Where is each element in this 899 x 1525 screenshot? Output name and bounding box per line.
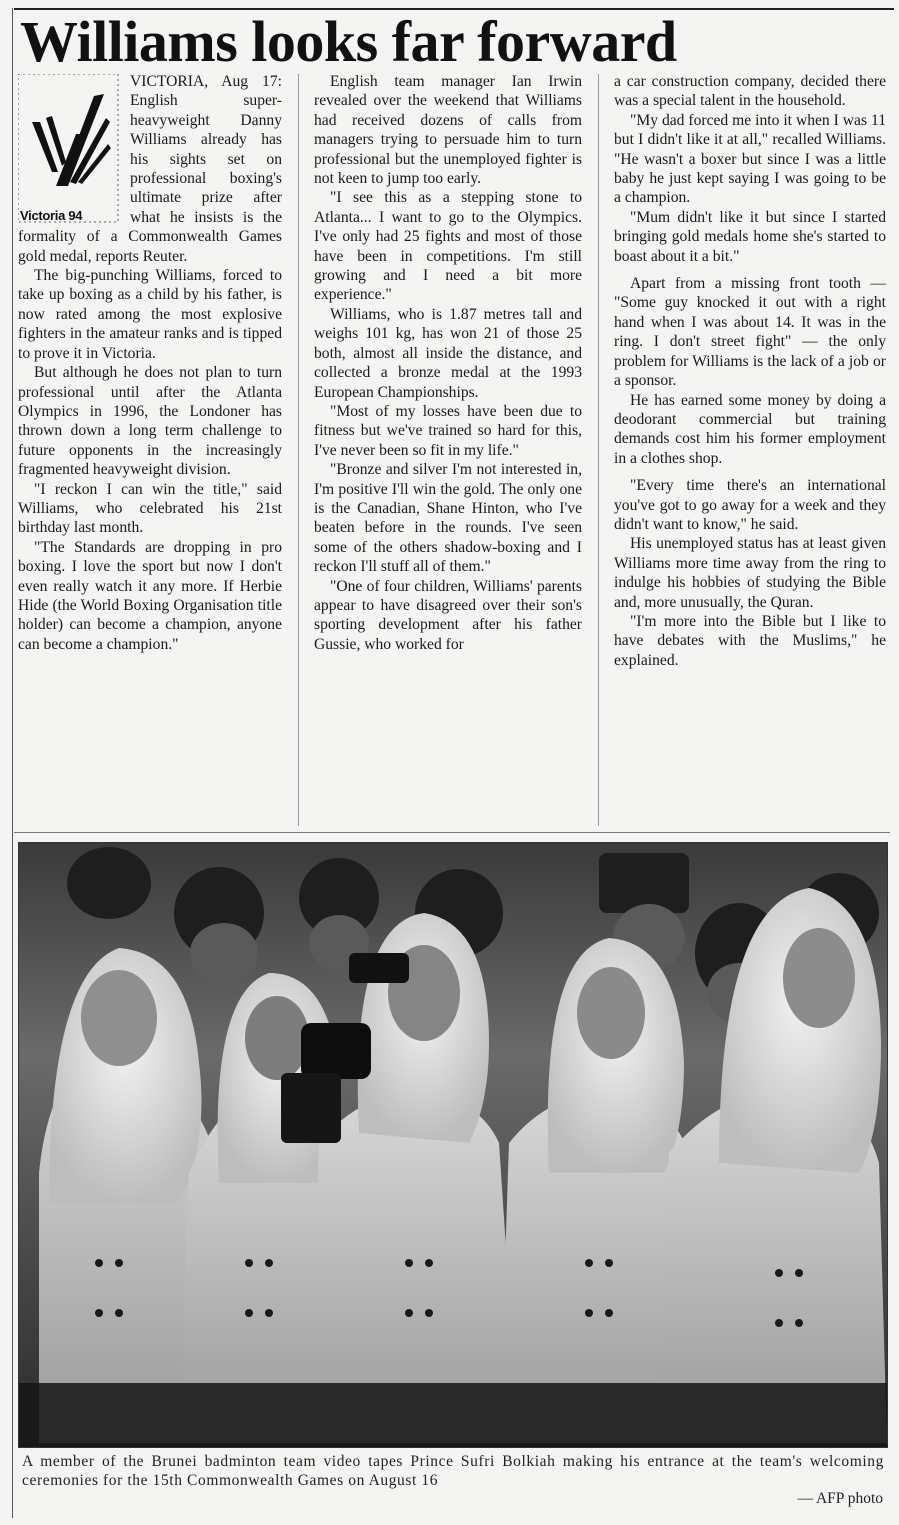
paragraph: "My dad forced me into it when I was 11 but I didn't like it at all," recalled Williams. "He wasn't a boxer but since I was a little baby he just kept saying I was going to be a champion. bbox=[614, 111, 886, 207]
paragraph: He has earned some money by doing a deodorant commercial but training demands cost him his former employment in a clothes shop. bbox=[614, 391, 886, 467]
paragraph: Williams, who is 1.87 metres tall and weighs 101 kg, has won 21 of those 25 both, almost all inside the distance, and collected a bronze medal at the 1993 European Championships. bbox=[314, 305, 582, 401]
column-divider bbox=[298, 74, 299, 826]
paragraph: The big-punching Williams, forced to take up boxing as a child by his father, is now rated among the most explosive fighters in the amateur ranks and is tipped to prove it in Victoria. bbox=[18, 267, 282, 362]
paragraph: Apart from a missing front tooth — "Some guy knocked it out with a right hand when I was about 14. It was in the ring. I don't street fight" — the only problem for Williams is the lack of a job or a sponsor. bbox=[614, 275, 886, 390]
article-column-2 bbox=[314, 72, 582, 654]
news-photo bbox=[18, 842, 888, 1448]
article-column-1 bbox=[18, 72, 282, 654]
paragraph: "Bronze and silver I'm not interested in, I'm positive I'll win the gold. The only one is the Canadian, Shane Hinton, who I've beaten before in the rounds. I've seen some of the others shadow-boxing and I reckon I'll stuff all of them." bbox=[314, 461, 582, 576]
paragraph: English team manager Ian Irwin revealed over the weekend that Williams had received dozens of calls from managers trying to persuade him to turn professional but the unemployed fighter is not keen to jump too early. bbox=[314, 73, 582, 188]
paragraph: "I reckon I can win the title," said Williams, who celebrated his 21st birthday last month. bbox=[18, 480, 282, 537]
paragraph: "Most of my losses have been due to fitness but we've trained so hard for this, I've never been so fit in my life." bbox=[314, 402, 582, 459]
dateline: VICTORIA, Aug 17: bbox=[130, 73, 282, 90]
paragraph: "I see this as a stepping stone to Atlanta... I want to go to the Olympics. I've only had 25 fights and most of those have been in competitions. I'm still growing and I need a bit more experience." bbox=[314, 189, 582, 304]
paragraph: But although he does not plan to turn professional until after the Atlanta Olympics in 1996, the Londoner has thrown down a long term challenge to future opponents in the increasingly fragmented heavyweight division. bbox=[18, 364, 282, 479]
logo-label: Victoria 94 bbox=[20, 208, 83, 223]
victoria-94-logo bbox=[18, 74, 120, 224]
paragraph: His unemployed status has at least given Williams more time away from the ring to indulge his hobbies of studying the Bible and, more unusually, the Quran. bbox=[614, 535, 886, 611]
games-emblem-icon bbox=[18, 74, 120, 224]
column-divider bbox=[598, 74, 599, 826]
left-rule bbox=[12, 8, 13, 1518]
headline: Williams looks far forward bbox=[20, 9, 677, 74]
paragraph: "The Standards are dropping in pro boxing. I love the sport but now I don't even really watch it any more. If Herbie Hide (the World Boxing Organisation title holder) can become a champion, anyone can become a champion." bbox=[18, 538, 282, 653]
paragraph: a car construction company, decided there was a special talent in the household. bbox=[614, 73, 886, 110]
photo-divider bbox=[14, 832, 890, 833]
paragraph: "One of four children, Williams' parents appear to have disagreed over their son's sporting development after his father Gussie, who worked for bbox=[314, 577, 582, 653]
paragraph: English super-heavyweight Danny Williams already has his sights set on professional boxing's ultimate prize after what he insists is the formality of a Commonwealth Games gold medal, reports Reuter. bbox=[18, 92, 282, 265]
photo-credit: — AFP photo bbox=[797, 1490, 883, 1507]
photo-illustration bbox=[19, 843, 887, 1447]
photo-caption: A member of the Brunei badminton team video tapes Prince Sufri Bolkiah making his entrance at the team's welcoming ceremonies for the 15th Commonwealth Games on August 16 bbox=[22, 1453, 884, 1489]
paragraph: "I'm more into the Bible but I like to have debates with the Muslims," he explained. bbox=[614, 612, 886, 669]
article-column-3 bbox=[614, 72, 886, 670]
paragraph: "Every time there's an international you've got to go away for a week and they didn't want to know," he said. bbox=[614, 477, 886, 533]
paragraph: "Mum didn't like it but since I started bringing gold medals home she's started to boast about it a bit." bbox=[614, 208, 886, 265]
